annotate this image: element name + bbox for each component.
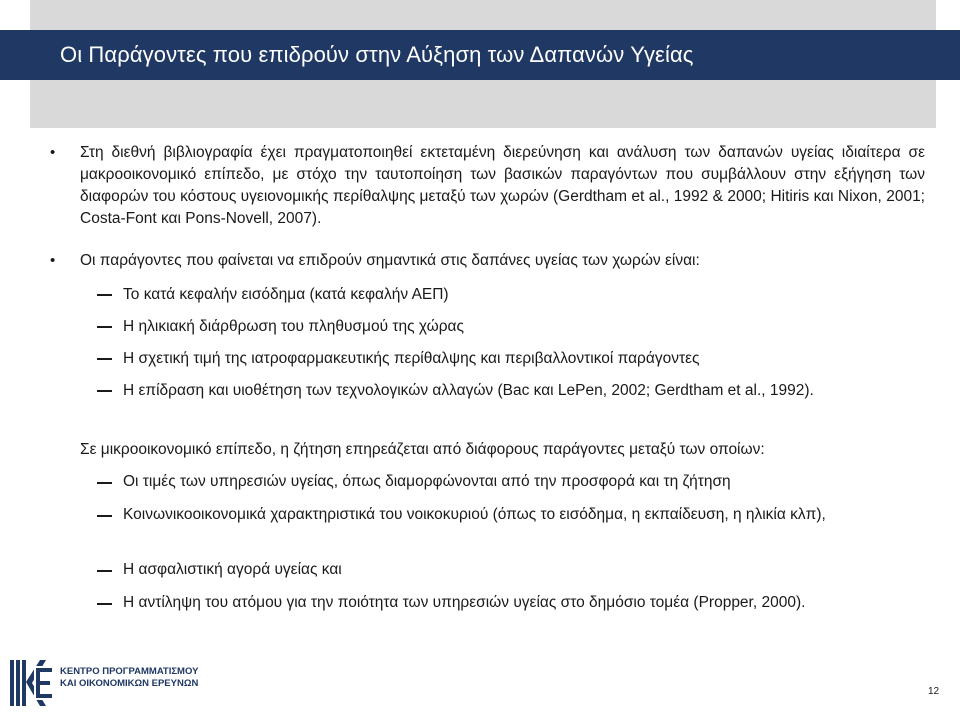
factor-item: Η σχετική τιμή της ιατροφαρμακευτικής περίθαλψης και περιβαλλοντικοί παράγοντες xyxy=(123,350,700,367)
micro-factor-item: Οι τιμές των υπηρεσιών υγείας, όπως διαμορφώνονται από την προσφορά και τη ζήτηση xyxy=(123,473,731,490)
factor-item: Η ηλικιακή διάρθρωση του πληθυσμού της χώρας xyxy=(123,318,464,335)
kepe-logo-icon xyxy=(10,660,54,711)
dash-marker xyxy=(97,358,112,360)
micro-factor-item: Κοινωνικοοικονομικά χαρακτηριστικά του νοικοκυριού (όπως το εισόδημα, η εκπαίδευση, η ηλικία κλπ), xyxy=(123,506,826,523)
dash-marker xyxy=(97,326,112,328)
slide-title: Οι Παράγοντες που επιδρούν στην Αύξηση των Δαπανών Υγείας xyxy=(60,42,694,67)
dash-marker xyxy=(97,603,112,605)
bullet-marker: • xyxy=(50,252,56,269)
factor-item: Η επίδραση και υιοθέτηση των τεχνολογικών αλλαγών (Bac και LePen, 2002; Gerdtham et al., 1992). xyxy=(123,382,814,399)
dash-marker xyxy=(97,390,112,392)
factor-item: Το κατά κεφαλήν εισόδημα (κατά κεφαλήν ΑΕΠ) xyxy=(123,286,449,303)
dash-marker xyxy=(97,570,112,572)
dash-marker xyxy=(97,482,112,484)
bullet-text-factors: Οι παράγοντες που φαίνεται να επιδρούν σημαντικά στις δαπάνες υγείας των χωρών είναι: xyxy=(80,252,700,269)
micro-factor-item: Η αντίληψη του ατόμου για την ποιότητα των υπηρεσιών υγείας στο δημόσιο τομέα (Propper, 2000). xyxy=(123,594,806,611)
bullet-text-literature: Στη διεθνή βιβλιογραφία έχει πραγματοποιηθεί εκτεταμένη διερεύνηση και ανάλυση των δαπανών υγείας ιδιαίτερα σε μακροοικονομικό επίπεδο, με στόχο την ταυτοποίηση των βασικών παραγόντων που συμβάλλουν στην εξήγηση των διαφορών του κόστους υγειονομικής περίθαλψης μεταξύ των χωρών (Gerdtham et al., 1992 & 2000; Hitiris και Nixon, 2001; Costa-Font και Pons-Novell, 2007). xyxy=(80,144,925,227)
dash-marker xyxy=(97,515,112,517)
organization-name xyxy=(60,666,198,690)
org-line-1: ΚΕΝΤΡΟ ΠΡΟΓΡΑΜΜΑΤΙΣΜΟΥ xyxy=(60,666,199,677)
dash-marker xyxy=(97,294,112,296)
org-line-2: ΚΑΙ ΟΙΚΟΝΟΜΙΚΩΝ ΕΡΕΥΝΩΝ xyxy=(60,678,199,689)
bullet-marker: • xyxy=(50,144,56,161)
page-number: 12 xyxy=(928,686,940,697)
micro-factor-item: Η ασφαλιστική αγορά υγείας και xyxy=(123,561,342,578)
micro-intro-text: Σε μικροοικονομικό επίπεδο, η ζήτηση επηρεάζεται από διάφορους παράγοντες μεταξύ των οποίων: xyxy=(80,441,765,458)
